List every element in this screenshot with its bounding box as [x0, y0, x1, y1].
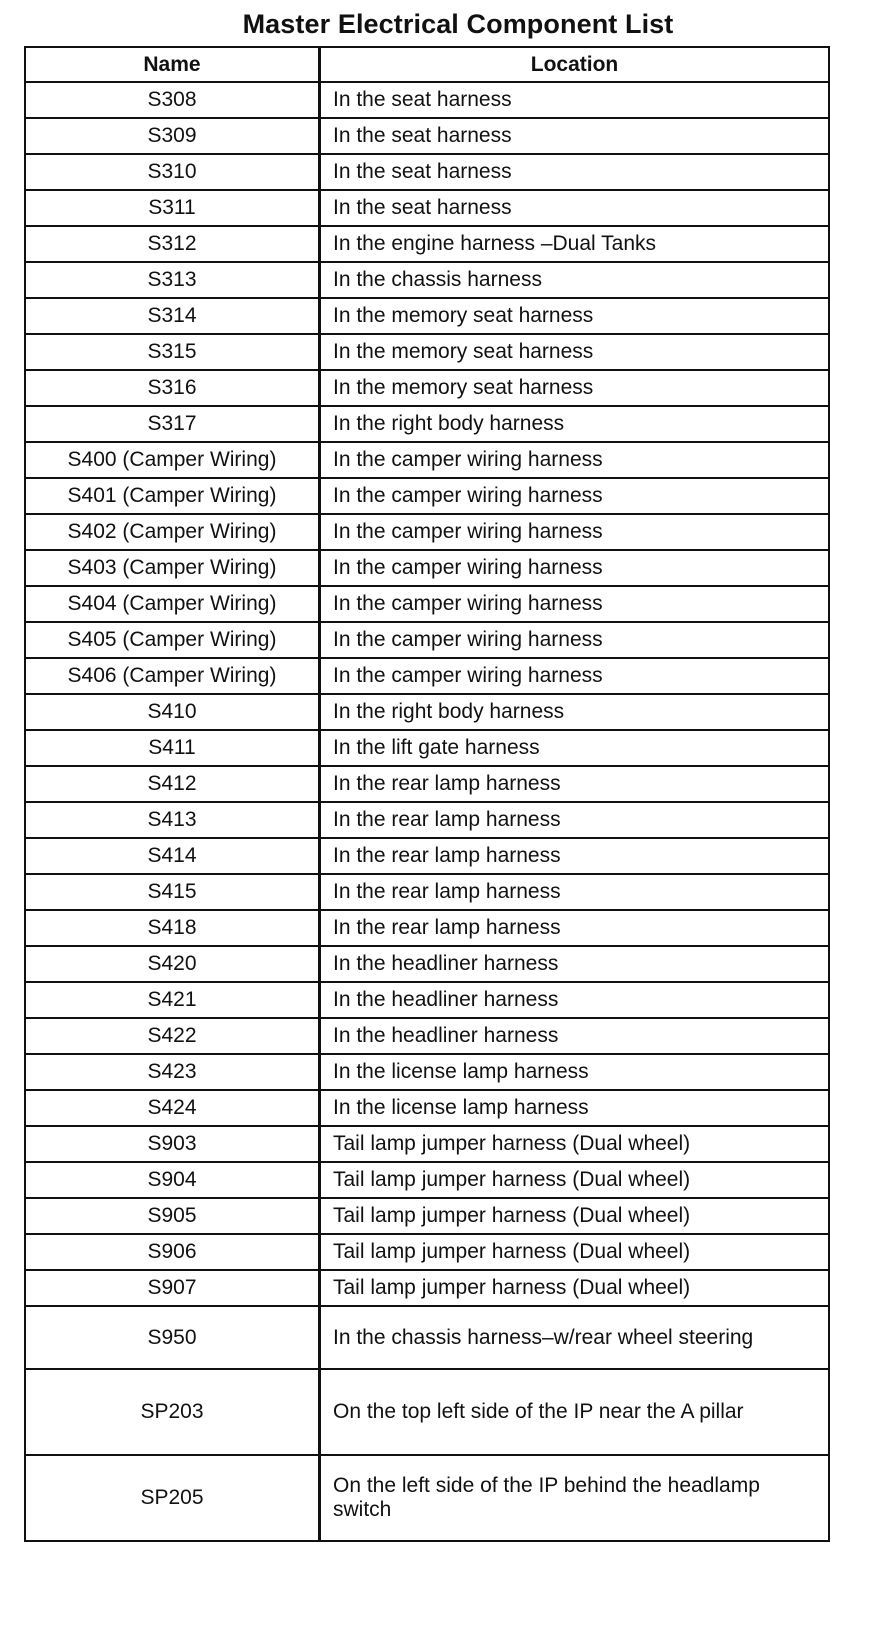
component-name-cell: S410 — [25, 694, 320, 730]
table-row — [25, 442, 829, 478]
component-location-cell: On the top left side of the IP near the A pillar — [320, 1369, 830, 1455]
component-name-cell: S411 — [25, 730, 320, 766]
component-location-cell: Tail lamp jumper harness (Dual wheel) — [320, 1126, 830, 1162]
component-location-cell: In the memory seat harness — [320, 298, 830, 334]
table-row — [25, 406, 829, 442]
table-row — [25, 622, 829, 658]
component-location-cell: In the rear lamp harness — [320, 874, 830, 910]
component-table — [24, 46, 830, 1542]
component-name-cell: S414 — [25, 838, 320, 874]
table-row — [25, 838, 829, 874]
component-location-cell: In the license lamp harness — [320, 1090, 830, 1126]
page-title: Master Electrical Component List — [242, 9, 674, 39]
component-name-cell: S308 — [25, 82, 320, 118]
component-location-cell: In the memory seat harness — [320, 370, 830, 406]
component-location-cell: In the seat harness — [320, 190, 830, 226]
table-row — [25, 1270, 829, 1306]
component-location-cell: In the headliner harness — [320, 982, 830, 1018]
component-location-cell: In the camper wiring harness — [320, 442, 830, 478]
component-name-cell: S406 (Camper Wiring) — [25, 658, 320, 694]
component-location-cell: In the seat harness — [320, 82, 830, 118]
table-row — [25, 910, 829, 946]
component-name-cell: S316 — [25, 370, 320, 406]
table-row — [25, 1018, 829, 1054]
component-location-cell: In the camper wiring harness — [320, 514, 830, 550]
table-row — [25, 982, 829, 1018]
table-row — [25, 1090, 829, 1126]
table-row — [25, 334, 829, 370]
table-row — [25, 694, 829, 730]
component-location-cell: In the right body harness — [320, 406, 830, 442]
table-row — [25, 154, 829, 190]
component-location-cell: In the engine harness –Dual Tanks — [320, 226, 830, 262]
table-row — [25, 766, 829, 802]
component-location-cell: In the headliner harness — [320, 1018, 830, 1054]
component-location-cell: In the seat harness — [320, 118, 830, 154]
component-name-cell: S907 — [25, 1270, 320, 1306]
component-location-cell: Tail lamp jumper harness (Dual wheel) — [320, 1234, 830, 1270]
table-row — [25, 874, 829, 910]
component-name-cell: S906 — [25, 1234, 320, 1270]
component-name-cell: S312 — [25, 226, 320, 262]
component-name-cell: S403 (Camper Wiring) — [25, 550, 320, 586]
table-row — [25, 262, 829, 298]
component-name-cell: S404 (Camper Wiring) — [25, 586, 320, 622]
component-location-cell: In the camper wiring harness — [320, 478, 830, 514]
component-location-cell: In the lift gate harness — [320, 730, 830, 766]
table-row — [25, 802, 829, 838]
table-header-row — [25, 47, 829, 82]
component-location-cell: In the camper wiring harness — [320, 586, 830, 622]
component-location-cell: In the right body harness — [320, 694, 830, 730]
component-location-cell: In the headliner harness — [320, 946, 830, 982]
table-row — [25, 82, 829, 118]
table-row — [25, 478, 829, 514]
component-name-cell: S423 — [25, 1054, 320, 1090]
component-name-cell: S424 — [25, 1090, 320, 1126]
component-name-cell: S950 — [25, 1306, 320, 1369]
column-header-name: Name — [25, 47, 320, 82]
component-name-cell: S402 (Camper Wiring) — [25, 514, 320, 550]
component-name-cell: SP203 — [25, 1369, 320, 1455]
table-row — [25, 514, 829, 550]
component-name-cell: S412 — [25, 766, 320, 802]
component-location-cell: In the rear lamp harness — [320, 766, 830, 802]
table-row — [25, 1162, 829, 1198]
table-row — [25, 1306, 829, 1369]
table-row — [25, 370, 829, 406]
component-name-cell: S905 — [25, 1198, 320, 1234]
table-row — [25, 1369, 829, 1455]
component-name-cell: SP205 — [25, 1455, 320, 1541]
component-location-cell: Tail lamp jumper harness (Dual wheel) — [320, 1270, 830, 1306]
table-row — [25, 658, 829, 694]
component-name-cell: S421 — [25, 982, 320, 1018]
table-row — [25, 1054, 829, 1090]
component-location-cell: In the license lamp harness — [320, 1054, 830, 1090]
component-location-cell: Tail lamp jumper harness (Dual wheel) — [320, 1198, 830, 1234]
component-name-cell: S904 — [25, 1162, 320, 1198]
component-location-cell: In the rear lamp harness — [320, 838, 830, 874]
table-row — [25, 1234, 829, 1270]
component-name-cell: S310 — [25, 154, 320, 190]
component-location-cell: On the left side of the IP behind the headlamp switch — [320, 1455, 830, 1541]
component-name-cell: S903 — [25, 1126, 320, 1162]
component-name-cell: S418 — [25, 910, 320, 946]
table-row — [25, 550, 829, 586]
component-location-cell: In the memory seat harness — [320, 334, 830, 370]
table-row — [25, 730, 829, 766]
table-row — [25, 1455, 829, 1541]
component-location-cell: In the rear lamp harness — [320, 802, 830, 838]
component-location-cell: In the chassis harness — [320, 262, 830, 298]
component-location-cell: In the camper wiring harness — [320, 658, 830, 694]
component-name-cell: S314 — [25, 298, 320, 334]
table-row — [25, 298, 829, 334]
component-location-cell: Tail lamp jumper harness (Dual wheel) — [320, 1162, 830, 1198]
component-location-cell: In the camper wiring harness — [320, 622, 830, 658]
component-location-cell: In the seat harness — [320, 154, 830, 190]
component-name-cell: S400 (Camper Wiring) — [25, 442, 320, 478]
table-row — [25, 586, 829, 622]
table-row — [25, 1126, 829, 1162]
component-name-cell: S401 (Camper Wiring) — [25, 478, 320, 514]
component-location-cell: In the camper wiring harness — [320, 550, 830, 586]
component-name-cell: S313 — [25, 262, 320, 298]
component-location-cell: In the rear lamp harness — [320, 910, 830, 946]
table-row — [25, 118, 829, 154]
table-row — [25, 226, 829, 262]
table-row — [25, 190, 829, 226]
table-row — [25, 946, 829, 982]
column-header-location: Location — [320, 47, 830, 82]
component-name-cell: S315 — [25, 334, 320, 370]
component-name-cell: S311 — [25, 190, 320, 226]
component-name-cell: S415 — [25, 874, 320, 910]
component-name-cell: S317 — [25, 406, 320, 442]
component-name-cell: S405 (Camper Wiring) — [25, 622, 320, 658]
component-name-cell: S420 — [25, 946, 320, 982]
component-name-cell: S309 — [25, 118, 320, 154]
table-row — [25, 1198, 829, 1234]
component-location-cell: In the chassis harness–w/rear wheel steering — [320, 1306, 830, 1369]
component-name-cell: S422 — [25, 1018, 320, 1054]
component-name-cell: S413 — [25, 802, 320, 838]
